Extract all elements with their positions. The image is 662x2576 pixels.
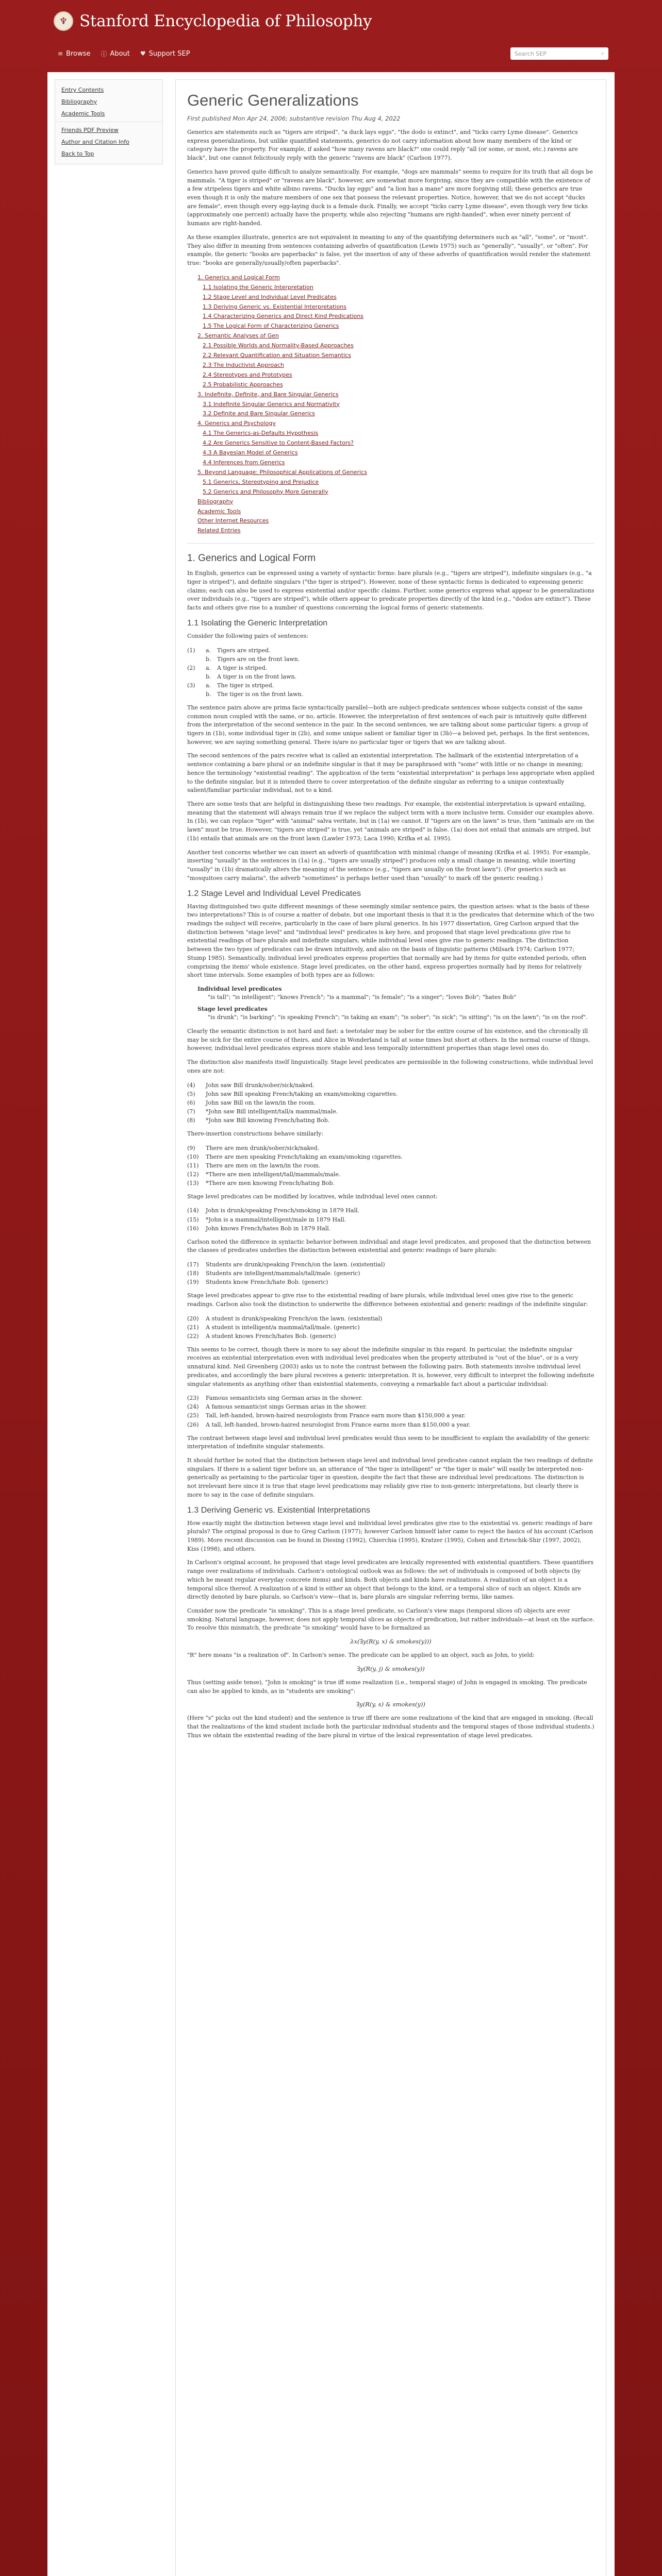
page-content (47, 72, 615, 2576)
formula: ∃y(R(y, s) & smokes(y)) (356, 1701, 425, 1708)
example-label: a. (206, 664, 211, 671)
example-text: Tall, left-handed, brown-haired neurologists from France earn more than $150,000 a year. (206, 1412, 466, 1419)
nav-support-label: Support SEP (148, 49, 190, 58)
example-text: *John saw Bill intelligent/tall/a mammal/male. (206, 1108, 338, 1115)
toc-item[interactable]: 2.1 Possible Worlds and Normality-Based Approaches (203, 342, 354, 349)
example-item (187, 1420, 594, 1429)
sidebar-link-back-to-top[interactable]: Back to Top (61, 150, 94, 157)
example-text: John saw Bill drunk/sober/sick/naked. (206, 1081, 315, 1089)
nav-about[interactable] (101, 49, 129, 58)
sidebar-link-entry-contents[interactable]: Entry Contents (61, 87, 104, 93)
definition-term: Stage level predicates (197, 1005, 268, 1012)
toc-item[interactable]: 1.3 Deriving Generic vs. Existential Interpretations (203, 303, 346, 310)
example-text: Tigers are striped. (217, 647, 271, 654)
paragraph: In Carlson's original account, he proposed that stage level predicates are lexically represented with existential quantifiers. These quantifiers range over realizations of individuals. Carlson's ontological outlook was as follows: the set of individuals is composed of both objects (by which he meant regular everyday concrete items) and kinds. Both objects and kinds have realizations. A realization of an object is a temporal slice thereof. A realization of a kind is either an object that belongs to the kind, or a temporal slice of such an object. Kinds are directly denoted by bare plurals, so Carlson's view—that is, bare plurals are singular referring terms, like names. (187, 1559, 593, 1601)
toc-item[interactable]: Related Entries (197, 527, 241, 534)
toc-item[interactable]: 1. Generics and Logical Form (197, 274, 280, 281)
example-item (187, 681, 594, 690)
toc-item[interactable]: 2. Semantic Analyses of Gen (197, 332, 279, 340)
paragraph: The contrast between stage level and individual level predicates would thus seem to be insufficient to explain the availability of the generic interpretation of indefinite singular statements. (187, 1434, 590, 1450)
toc-item[interactable]: 2.3 The Inductivist Approach (203, 361, 284, 368)
paragraph: Stage level predicates appear to give rise to the existential reading of bare plurals, while individual level ones give rise to the generic readings. Carlson also took the distinction to underwrite the difference between existential and generic readings of the indefinite singular: (187, 1292, 588, 1308)
toc-item[interactable]: 3. Indefinite, Definite, and Bare Singular Generics (197, 391, 339, 398)
example-number: (7) (187, 1108, 195, 1115)
toc-item[interactable]: 1.2 Stage Level and Individual Level Predicates (203, 293, 337, 300)
example-item (187, 1161, 594, 1170)
example-item (187, 646, 594, 655)
toc-item[interactable]: Bibliography (197, 498, 234, 505)
paragraph: Stage level predicates can be modified by locatives, while individual level ones cannot: (187, 1193, 438, 1200)
example-item (187, 1116, 594, 1125)
example-text: Famous semanticists sing German arias in the shower. (206, 1395, 363, 1402)
example-text: A famous semanticist sings German arias in the shower. (206, 1403, 367, 1411)
example-number: (1) (187, 647, 195, 654)
paragraph: This seems to be correct, though there is more to say about the indefinite singular in this regard. In particular, the indefinite singular receives an existential interpretation even with individual level predicates when the property attributed is "out of the blue", or is a very unnatural kind. Neil Greenberg (2003) asks us to note the contrast between the following pairs. Both statements involve individual level predicates, and accordingly the bare plural receives a generic interpretation. It is, however, very difficult to interpret the following indefinite singular statements as anything other than existential statements, conveying a remarkable fact about a particular individual: (187, 1346, 594, 1387)
toc-item[interactable]: 5. Beyond Language: Philosophical Applications of Generics (197, 468, 367, 476)
toc-item[interactable]: 1.5 The Logical Form of Characterizing Generics (203, 323, 339, 330)
example-text: The tiger is striped. (217, 682, 274, 689)
example-item (187, 690, 594, 699)
example-list-7 (187, 1394, 594, 1429)
example-text: Students know French/hate Bob. (generic) (206, 1279, 328, 1286)
example-number: (23) (187, 1395, 199, 1402)
subsection-heading: 1.2 Stage Level and Individual Level Predicates (187, 889, 361, 898)
paragraph: Carlson noted the difference in syntactic behavior between individual and stage level predicates, and proposed that the distinction between the classes of predicates underlies the distinction between existential and generic readings of bare plurals: (187, 1238, 591, 1254)
example-text: Tigers are on the front lawn. (217, 655, 300, 663)
example-number: (15) (187, 1216, 199, 1223)
example-text: A tall, left-handed, brown-haired neurologist from France earns more than $150,000 a year. (206, 1421, 471, 1428)
paragraph: Clearly the semantic distinction is not hard and fast: a teetotaler may be sober for the entire course of his existence, and the chronically ill may be sick for the entire course of theirs, and Alice in Wonderland is tall at some times but short at others. In the normal course of things, however, individual level predicates express more stable and less temporally intermittent properties than stage level ones do. (187, 1027, 590, 1052)
example-text: *There are men knowing French/hating Bob. (206, 1179, 335, 1187)
toc-item[interactable]: 3.2 Definite and Bare Singular Generics (203, 410, 315, 417)
example-item (187, 1107, 594, 1116)
example-item (187, 1206, 594, 1215)
example-item (187, 1144, 594, 1153)
example-number: (24) (187, 1403, 199, 1411)
example-item (187, 1081, 594, 1090)
example-number: (12) (187, 1171, 199, 1178)
nav-support[interactable] (140, 50, 190, 58)
example-item (187, 1332, 594, 1341)
search-input[interactable] (510, 47, 608, 60)
example-number: (6) (187, 1099, 195, 1106)
publication-info: First published Mon Apr 24, 2006; substantive revision Thu Aug 4, 2022 (187, 115, 401, 122)
example-text: A tiger is striped. (217, 664, 268, 671)
example-text: A tiger is on the front lawn. (217, 673, 297, 680)
example-number: (25) (187, 1412, 199, 1419)
example-text: There are men speaking French/taking an exam/smoking cigarettes. (206, 1153, 403, 1160)
example-number: (21) (187, 1324, 199, 1331)
example-text: There are men on the lawn/in the room. (206, 1162, 321, 1169)
site-title: Stanford Encyclopedia of Philosophy (79, 12, 372, 30)
paragraph: The second sentences of the pairs receive what is called an existential interpretation. The hallmark of the existential interpretation of a sentence containing a bare plural or an indefinite singular is that it may be paraphrased with "some" with little or no change in meaning; hence the terminology "existential reading". The application of the term "existential interpretation" is perhaps less appropriate when applied to the definite singular, but it is intended there to cover interpretation of the definite singular as referring to a unique contextually salient/familiar particular individual, not to a kind. (187, 752, 594, 794)
paragraph: It should further be noted that the distinction between stage level and individual level predicates cannot explain the two readings of definite singulars. If there is a salient tiger before us, an utterance of "the tiger is intelligent" or "the tiger is male" will easily be interpreted non-generically as pertaining to the particular tiger in question, despite the fact that these are individual level predications. The distinction is not irrelevant here since it is true that stage level predications may reliably give rise to non-generic interpretations, but clearly there is more to say in the case of definite singulars. (187, 1456, 593, 1498)
subsection-heading: 1.1 Isolating the Generic Interpretation (187, 618, 328, 628)
example-text: A student is intelligent/a mammal/tall/male. (generic) (206, 1324, 360, 1331)
paragraph: Consider the following pairs of sentences: (187, 632, 308, 639)
intro-paragraph: As these examples illustrate, generics are not equivalent in meaning to any of the quantifying determiners such as "all", "some", or "most". They also differ in meaning from sentences containing adverbs of quantification (Lewis 1975) such as "generally", "usually", or "often". For example, the generic "books are paperbacks" is false, yet the insertion of any of these adverbs of quantification would render the statement true: "books are generally/usually/often paperbacks". (187, 233, 591, 267)
example-text: *John is a mammal/intelligent/male in 1879 Hall. (206, 1216, 346, 1223)
example-text: The tiger is on the front lawn. (217, 690, 304, 698)
nav-about-label: About (110, 49, 130, 58)
toc-item[interactable]: 5.1 Generics, Stereotyping and Prejudice (203, 478, 319, 485)
example-list-1 (187, 646, 594, 699)
sidebar-link-academic-tools[interactable]: Academic Tools (61, 110, 105, 117)
example-text: *There are men intelligent/tall/mammals/male. (206, 1171, 341, 1178)
paragraph: The distinction also manifests itself linguistically. Stage level predicates are permissible in the following constructions, while individual level ones are not: (187, 1059, 593, 1074)
formula: ∃y(R(y, j) & smokes(y)) (357, 1665, 425, 1672)
example-item (187, 1260, 594, 1269)
site-logo[interactable] (54, 11, 372, 31)
nav-browse[interactable] (58, 50, 90, 58)
example-label: a. (206, 682, 211, 689)
example-item (187, 1153, 594, 1161)
top-navbar (47, 44, 615, 63)
example-item (187, 1411, 594, 1420)
intro-paragraph: Generics are statements such as "tigers are striped", "a duck lays eggs", "the dodo is extinct", and "ticks carry Lyme disease". Generics express generalizations, but unlike quantified statements, generics do not carry information about how many members of the kind or category have the property. For example, if asked "how many ravens are black?" one could reply "all (or some, or most, etc.) ravens are black", but one cannot felicitously reply with the generic "ravens are black" (Carlson 1977). (187, 129, 578, 162)
paragraph: Another test concerns whether we can insert an adverb of quantification with minimal change of meaning (Krifka et al. 1995). For example, inserting "usually" in the sentences in (1a) (e.g., "tigers are usually striped") produces only a small change in meaning, while inserting "usually" in (1b) dramatically alters the meaning of the sentence (e.g., "tigers are usually on the front lawn"). (For generics such as "mosquitoes carry malaria", the adverb "sometimes" is perhaps better used than "usually" to mark off the generic reading.) (187, 849, 590, 882)
paragraph: There are some tests that are helpful in distinguishing these two readings. For example, the existential interpretation is upward entailing, meaning that the statement will always remain true if we replace the subject term with a more inclusive term. Consider our examples above. In (1b), we can replace "tiger" with "animal" salva veritate, but in (1a) we cannot. If "tigers are on the lawn" is true, then "animals are on the lawn" must be true. However, "tigers are striped" is true, yet "animals are striped" is false. (1a) does not entail that animals are striped, but (1b) entails that animals are on the front lawn (Lawler 1973; Laca 1990; Krifka et al. 1995). (187, 801, 594, 842)
toc-item[interactable]: 3.1 Indefinite Singular Generics and Normativity (203, 400, 340, 408)
example-text: *John saw Bill knowing French/hating Bob. (206, 1116, 330, 1124)
example-number: (16) (187, 1225, 199, 1232)
example-list-6 (187, 1314, 594, 1341)
formula: λx(∃y(R(y, x) & smokes(y))) (350, 1638, 432, 1646)
example-item (187, 1394, 594, 1402)
example-number: (22) (187, 1332, 199, 1340)
search-icon[interactable]: ⌕ (601, 50, 604, 57)
example-number: (14) (187, 1207, 199, 1214)
example-number: (20) (187, 1315, 199, 1322)
section-heading: 1. Generics and Logical Form (187, 553, 316, 564)
example-item (187, 1224, 594, 1233)
example-text: Students are intelligent/mammals/tall/male. (generic) (206, 1270, 360, 1277)
paragraph: (Here "s" picks out the kind student) and the sentence is true iff there are some realizations of the kind that are engaged in smoking. (Recall that the realizations of the kind student include both the particular individual students and the temporal stages of those individual students.) Thus we obtain the existential reading of the bare plural in virtue of the lexical representation of stage level predicates. (187, 1715, 594, 1739)
example-number: (5) (187, 1090, 195, 1097)
example-number: (13) (187, 1179, 199, 1187)
example-number: (10) (187, 1153, 199, 1160)
example-item (187, 1170, 594, 1179)
example-item (187, 1098, 594, 1107)
sidebar-link-author-citation[interactable]: Author and Citation Info (61, 139, 129, 145)
menu-icon: ≡ (58, 50, 63, 57)
site-header (47, 0, 615, 44)
definition-desc: "is tall"; "is intelligent"; "knows French"; "is a mammal"; "is female"; "is a singer"; "loves Bob"; "hates Bob" (208, 994, 517, 1001)
paragraph: How exactly might the distinction between stage level and individual level predicates give rise to the existential vs. generic readings of bare plurals? The original proposal is due to Greg Carlson (1977); however Carlson himself later came to reject the basics of his account (Carlson 1989). More recent discussion can be found in Diesing (1992), Chierchia (1995), Kratzer (1995), Cohen and Erteschik-Shir (1997, 2002), Kiss (1998), and others. (187, 1519, 593, 1552)
search-placeholder: Search SEP (515, 50, 547, 57)
paragraph: The sentence pairs above are prima facie syntactically parallel—both are subject-predicate sentences whose subjects consist of the same common noun coupled with the same, or no, article. However, the interpretation of first sentences of each pair is intuitively quite different from the interpretation of the second sentence in the pair. In the second sentences, we are talking about some particular tigers: a group of tigers in (1b), some individual tiger in (2b), and some unique salient or familiar tiger in (3b)—a beloved pet, perhaps. In the first sentences, however, we are saying something general. There is/are no particular tiger or tigers that we are talking about. (187, 704, 590, 745)
example-text: There are men drunk/sober/sick/naked. (206, 1144, 320, 1151)
stanford-seal-icon: ♆ (54, 11, 73, 31)
example-text: A student knows French/hates Bob. (generic) (206, 1332, 336, 1340)
example-list-5 (187, 1260, 594, 1286)
example-number: (11) (187, 1162, 199, 1169)
toc-item[interactable]: 1.1 Isolating the Generic Interpretation (203, 283, 313, 291)
sidebar (55, 79, 163, 164)
intro-paragraph: Generics have proved quite difficult to analyze semantically. For example, "dogs are mammals" seems to require for its truth that all dogs be mammals. "A tiger is striped" or "ravens are black", however, are somewhat more forgiving, since they are compatible with the existence of a few stripeless tigers and white albino ravens. "Ducks lay eggs" and "a lion has a mane" are more forgiving still; these generics are true even though it is only the mature members of one sex that possess the relevant properties. Notice, however, that we do not accept "ducks are female", even though every egg-laying duck is a female duck. Finally, we accept "ticks carry Lyme disease", even though very few ticks (approximately one percent) actually have the property, while also rejecting "humans are right-handed", when ever ninety percent of humans are right-handed. (187, 168, 593, 227)
sidebar-box (55, 79, 163, 164)
example-label: b. (206, 673, 211, 680)
example-number: (26) (187, 1421, 199, 1428)
example-item (187, 1179, 594, 1188)
toc-item[interactable]: 2.2 Relevant Quantification and Situation Semantics (203, 352, 351, 359)
paragraph: In English, generics can be expressed using a variety of syntactic forms: bare plurals (e.g., "tigers are striped"), indefinite singulars (e.g., "a tiger is striped"), and definite singulars ("the tiger is striped"). However, none of these syntactic forms is dedicated to expressing generic claims; each can also be used to express existential and/or specific claims. Further, some generics express what appear to be generalizations over individuals (e.g., "tigers are striped"), while others appear to predicate properties directly of the kind (e.g., "dodos are extinct"). These facts and others give rise to a number of questions concerning the logical forms of generic statements. (187, 570, 594, 612)
paragraph: There-insertion constructions behave similarly: (187, 1130, 324, 1137)
example-label: b. (206, 655, 211, 663)
example-item (187, 1278, 594, 1286)
example-text: Students are drunk/speaking French/on the lawn. (existential) (206, 1261, 385, 1268)
example-item (187, 1323, 594, 1332)
toc-item[interactable]: 4.4 Inferences from Generics (203, 459, 285, 466)
example-list-4 (187, 1206, 594, 1232)
toc-item[interactable]: 4.1 The Generics-as-Defaults Hypothesis (203, 430, 319, 437)
definition-term: Individual level predicates (197, 985, 282, 992)
definition-desc: "is drunk"; "is barking"; "is speaking French"; "is taking an exam"; "is sober"; "is sick"; "is sitting"; "is on the lawn"; "is on the roof". (208, 1014, 588, 1021)
example-number: (18) (187, 1270, 199, 1277)
article-main (175, 79, 606, 2576)
toc-item[interactable]: 4. Generics and Psychology (197, 420, 276, 427)
example-label: b. (206, 690, 211, 698)
toc-item[interactable]: Other Internet Resources (197, 517, 269, 524)
paragraph: Thus (setting aside tense), "John is smoking" is true iff some realization (i.e., temporal stage) of John is engaged in smoking. The predicate can also be applied to kinds, as in "students are smoking": (187, 1679, 587, 1694)
toc-item[interactable]: 4.3 A Bayesian Model of Generics (203, 449, 298, 456)
example-item (187, 655, 594, 664)
example-text: John saw Bill on the lawn/in the room. (206, 1099, 316, 1106)
toc-item[interactable]: 2.4 Stereotypes and Prototypes (203, 371, 292, 378)
example-item (187, 1215, 594, 1224)
example-text: John knows French/hates Bob in 1879 Hall. (206, 1225, 331, 1232)
nav-browse-label: Browse (66, 49, 91, 58)
subsection-heading: 1.3 Deriving Generic vs. Existential Interpretations (187, 1505, 370, 1515)
example-number: (19) (187, 1279, 199, 1286)
example-item (187, 1269, 594, 1278)
example-list-2 (187, 1081, 594, 1125)
example-text: A student is drunk/speaking French/on the lawn. (existential) (206, 1315, 383, 1322)
example-list-3 (187, 1144, 594, 1188)
example-number: (4) (187, 1081, 195, 1089)
paragraph: "R" here means "is a realization of". In Carlson's sense. The predicate can be applied to an object, such as John, to yield: (187, 1652, 535, 1659)
example-text: John saw Bill speaking French/taking an exam/smoking cigarettes. (206, 1090, 398, 1097)
article-title: Generic Generalizations (187, 91, 359, 109)
toc-item[interactable]: Academic Tools (197, 507, 241, 515)
example-item (187, 672, 594, 681)
info-icon: ⓘ (101, 50, 107, 58)
example-label: a. (206, 647, 211, 654)
example-number: (8) (187, 1116, 195, 1124)
example-item (187, 1090, 594, 1098)
paragraph: Consider now the predicate "is smoking". This is a stage level predicate, so Carlson's view maps (temporal slices of) objects are ever smoking. Natural language, however, does not apply temporal slices as objects of predication, but rather individuals—at least on the surface. To resolve this mismatch, the predicate "is smoking" would have to be formalized as (187, 1607, 594, 1632)
sidebar-link-bibliography[interactable]: Bibliography (61, 98, 97, 105)
example-item (187, 1402, 594, 1411)
paragraph: Having distinguished two quite different meanings of these seemingly similar sentence pairs, the question arises: what is the basis of these two interpretations? This is of course a matter of debate, but one important thesis is that it is the predicates that determine which of the two readings the subject will receive, particularly in the case of bare plural generics. In his 1977 dissertation, Greg Carlson argued that the distinction between "stage level" and "individual level" predicates is key here, and proposed that stage level predications give rise to existential readings of bare plurals and indefinite singulars, while individual level ones give rise to generic readings. The distinction between the two types of predicates can be drawn intuitively, and also on the basis of linguistic patterns (Milsark 1974; Carlson 1977; Stump 1985). Semantically, individual level predicates express properties that normally are had by items for quite extended periods, often comprising the items' whole existence. Stage level predicates, on the other hand, express properties normally had by items for relatively short time intervals. Some examples of both types are as follows: (187, 903, 594, 979)
example-number: (3) (187, 682, 195, 689)
sidebar-link-friends-pdf[interactable]: Friends PDF Preview (61, 127, 119, 133)
example-item (187, 1314, 594, 1323)
toc-item[interactable]: 4.2 Are Generics Sensitive to Content-Based Factors? (203, 439, 354, 447)
table-of-contents (187, 273, 594, 544)
example-number: (9) (187, 1144, 195, 1151)
page-wrapper (47, 0, 615, 1739)
example-text: John is drunk/speaking French/smoking in 1879 Hall. (206, 1207, 359, 1214)
heart-icon: ♥ (140, 50, 146, 57)
predicate-definitions (197, 985, 594, 1022)
toc-item[interactable]: 5.2 Generics and Philosophy More Generally (203, 488, 328, 495)
toc-item[interactable]: 2.5 Probabilistic Approaches (203, 381, 283, 388)
example-number: (2) (187, 664, 195, 671)
example-number: (17) (187, 1261, 199, 1268)
example-item (187, 664, 594, 672)
toc-item[interactable]: 1.4 Characterizing Generics and Direct Kind Predications (203, 313, 363, 320)
